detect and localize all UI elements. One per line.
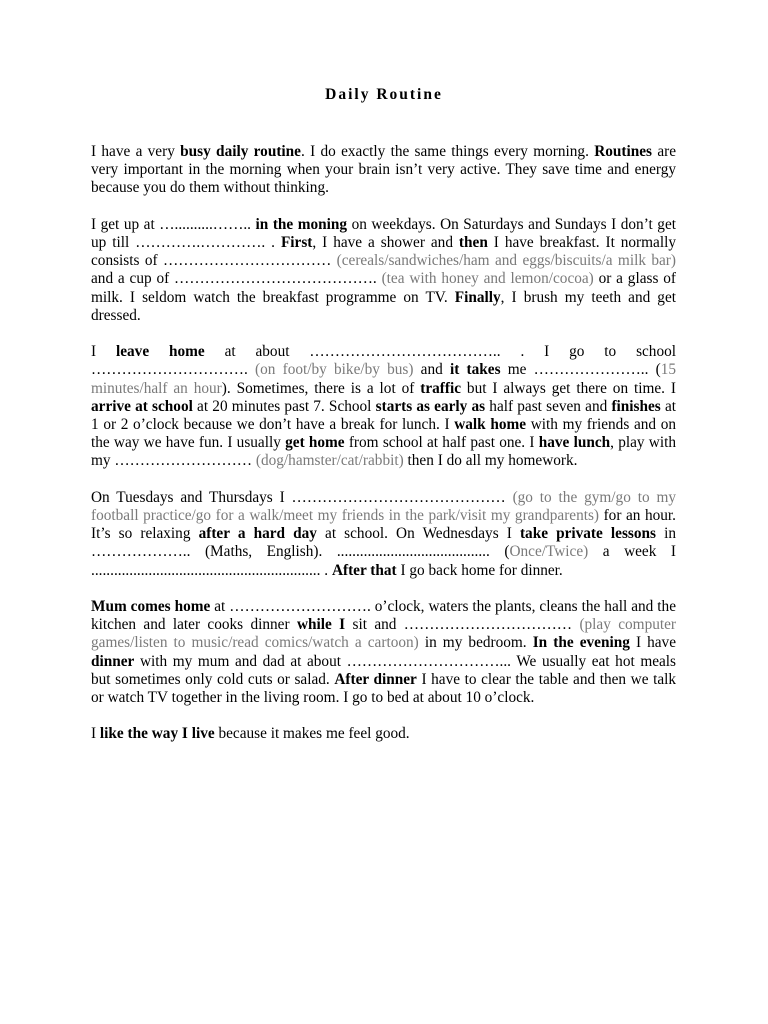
text-run: at school. On Wednesdays I <box>316 525 520 543</box>
text-run: . I do exactly the same things every morning. <box>300 143 595 160</box>
text-run: and <box>413 361 450 379</box>
text-run: I <box>91 343 116 361</box>
bold-phrase: walk home <box>454 416 527 434</box>
answer-options: Once/Twice) <box>509 543 589 561</box>
text-run: on weekdays. On Saturdays and Sundays I don’t get up till ………….…………. . <box>91 215 676 251</box>
text-run: because it makes me feel good. <box>214 725 410 743</box>
paragraph <box>91 343 676 470</box>
paragraph <box>91 725 676 743</box>
text-run: in ……………….. (Maths, English). ........................................ ( <box>91 525 676 561</box>
text-run: but I always get there on time. I <box>461 379 676 397</box>
text-run: then I do all my homework. <box>403 452 578 470</box>
text-run: and a cup of …………………………………. <box>91 270 382 288</box>
text-run: I get up at …..........…….. <box>91 215 256 233</box>
bold-phrase: have lunch <box>538 434 611 452</box>
bold-phrase: take private lessons <box>519 525 656 543</box>
text-run: for an hour. It’s so relaxing <box>91 507 676 543</box>
text-run: ). Sometimes, there is a lot of <box>221 379 421 397</box>
document-body <box>91 143 676 762</box>
text-run: , play with my ……………………… <box>91 434 676 470</box>
bold-phrase: First <box>280 234 313 251</box>
text-run: I have a very <box>91 143 181 160</box>
text-run: I <box>91 725 100 743</box>
answer-options: (go to the gym/go to my football practice/go for a walk/meet my friends in the park/visit my grandparents) <box>91 488 676 525</box>
text-run: from school at half past one. I <box>344 434 539 452</box>
bold-phrase: while I <box>296 616 346 634</box>
text-run: or a glass of milk. I seldom watch the breakfast programme on TV. <box>91 270 676 306</box>
answer-options: (dog/hamster/cat/rabbit) <box>255 452 404 470</box>
bold-phrase: traffic <box>420 379 462 397</box>
bold-phrase: get home <box>285 434 345 452</box>
bold-phrase: after a hard day <box>198 525 317 543</box>
bold-phrase: After that <box>331 561 397 579</box>
answer-options: (play computer games/listen to music/read comics/watch a cartoon) <box>91 616 677 652</box>
text-run: with my friends and on the way we have fun. I usually <box>91 416 676 452</box>
text-run: at 20 minutes past 7. School <box>192 397 376 415</box>
text-run: me ………………….. ( <box>500 361 661 379</box>
text-run: On Tuesdays and Thursdays I …………………………………… <box>91 488 513 506</box>
bold-phrase: In the evening <box>532 634 630 652</box>
answer-options: 15 minutes/half an hour <box>91 361 676 397</box>
paragraph <box>91 489 676 580</box>
text-run: , I have a shower and <box>312 234 459 251</box>
paragraph <box>91 143 676 198</box>
text-run: with my mum and dad at about …………………………... We usually eat hot meals but sometimes only cold cuts or salad. <box>91 652 676 688</box>
text-run: , I brush my teeth and get dressed. <box>91 288 676 324</box>
answer-options: (tea with honey and lemon/cocoa) <box>381 270 594 288</box>
bold-phrase: arrive at school <box>91 397 193 415</box>
paragraph <box>91 598 676 707</box>
bold-phrase: Mum comes home <box>91 598 211 616</box>
bold-phrase: in the moning <box>255 215 348 233</box>
bold-phrase: dinner <box>91 652 135 670</box>
paragraph <box>91 216 676 325</box>
text-run: at about ……………………………….. . I go to school …………………………. <box>91 343 677 379</box>
text-run: at 1 or 2 o’clock because we don’t have a break for lunch. I <box>91 397 677 434</box>
bold-phrase: then <box>458 234 488 251</box>
text-run: half past seven and <box>485 397 612 415</box>
text-run: I have <box>629 634 676 652</box>
text-run: sit and …………………………… <box>345 616 580 634</box>
text-run: I have breakfast. It normally consists of …………………………… <box>91 234 676 270</box>
bold-phrase: leave home <box>115 343 205 361</box>
text-run: I have to clear the table and then we talk or watch TV together in the living room. I go to bed at about 10 o’clock. <box>91 670 677 707</box>
answer-options: (on foot/by bike/by bus) <box>255 361 414 379</box>
bold-phrase: Finally <box>454 288 501 306</box>
text-run: at ………………………. o’clock, waters the plants, cleans the hall and the kitchen and later cooks dinner <box>91 598 676 634</box>
text-run: I go back home for dinner. <box>396 561 563 579</box>
answer-options: (cereals/sandwiches/ham and eggs/biscuits/a milk bar) <box>336 252 676 270</box>
text-run: are very important in the morning when your brain isn’t very active. They save time and energy because you do them without thinking. <box>91 143 676 197</box>
bold-phrase: starts as early as <box>375 397 486 415</box>
bold-phrase: finishes <box>611 397 661 415</box>
bold-phrase: it takes <box>449 361 501 379</box>
text-run: a week I ............................................................ . <box>91 543 676 579</box>
bold-phrase: Routines <box>594 143 653 160</box>
document-title: Daily Routine <box>325 86 443 103</box>
text-run: in my bedroom. <box>418 634 533 652</box>
bold-phrase: After dinner <box>334 670 417 688</box>
bold-phrase: busy daily routine <box>180 143 301 160</box>
bold-phrase: like the way I live <box>99 725 215 743</box>
